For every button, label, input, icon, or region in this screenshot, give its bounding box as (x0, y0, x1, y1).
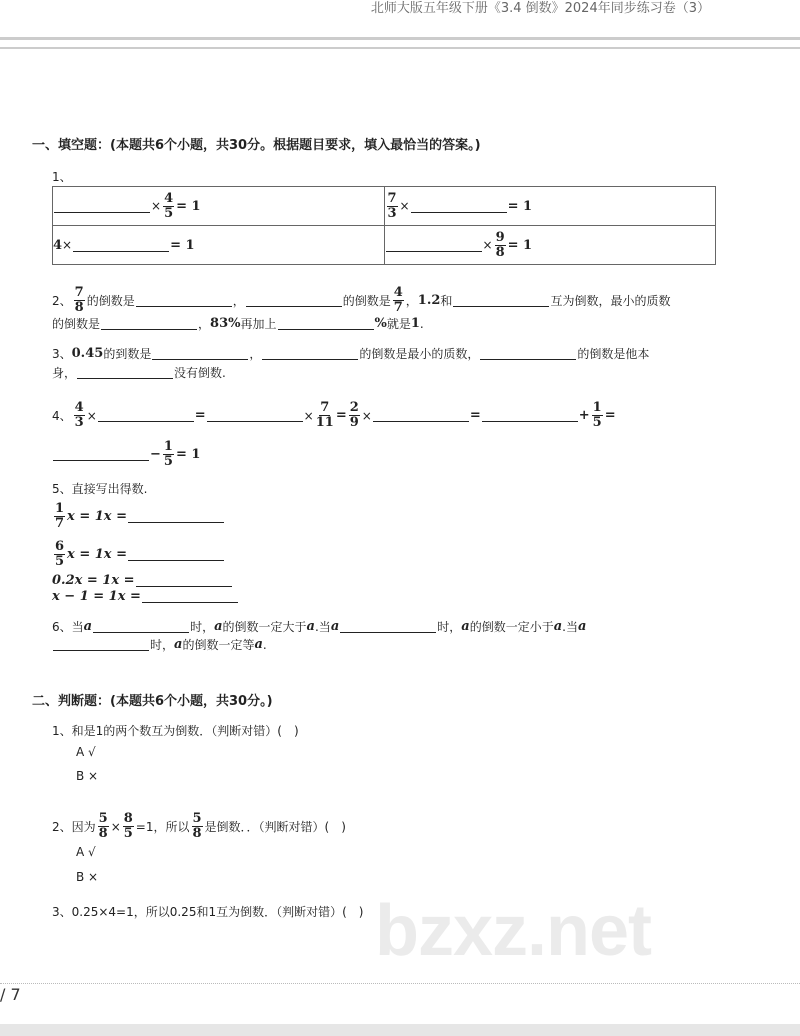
question-text: ， (249, 347, 262, 361)
math-text: 0.45 (71, 346, 104, 361)
numerator: 4 (164, 190, 174, 206)
question-text: 时， (190, 620, 215, 634)
answer-blank[interactable] (128, 548, 224, 561)
math-expression: a (306, 619, 315, 634)
question-text: . (419, 316, 424, 331)
fraction (123, 812, 134, 841)
denominator: 5 (55, 554, 65, 569)
question-line (76, 845, 96, 859)
fraction (98, 812, 109, 841)
math-expression: x = 1x = (67, 547, 127, 562)
denominator: 5 (164, 205, 174, 221)
denominator: 3 (74, 415, 84, 430)
question-line (52, 722, 299, 739)
math-text: = 1 (507, 237, 533, 253)
fraction (495, 231, 506, 260)
math-expression: a (330, 619, 340, 634)
answer-blank[interactable] (373, 409, 469, 422)
numerator: 1 (592, 400, 602, 415)
question-text: × (62, 238, 73, 252)
answer-blank[interactable] (386, 239, 482, 252)
denominator: 7 (55, 516, 65, 531)
fraction (387, 192, 398, 221)
denominator: 5 (163, 454, 173, 469)
denominator: 3 (387, 205, 397, 221)
question-text: 2、因为 (52, 820, 96, 834)
math-text: 1.2 (417, 293, 441, 308)
math-expression: a (461, 619, 470, 634)
q1-label: 1、 (52, 170, 72, 184)
math-text: = (335, 408, 347, 423)
answer-blank[interactable] (93, 620, 189, 633)
table-cell (384, 187, 716, 226)
fraction (592, 401, 603, 430)
question-text: 的倒数一定等 (182, 638, 255, 652)
table-cell (53, 187, 385, 226)
question-text: 的倒数一定大于 (222, 620, 307, 634)
question-text: × (399, 199, 410, 213)
numerator: 5 (192, 811, 202, 826)
denominator: 8 (192, 826, 202, 841)
question-text: B × (76, 870, 99, 884)
math-text: 1 (410, 316, 420, 331)
question-text: . (262, 637, 267, 652)
question-text: × (482, 238, 493, 252)
question-text: 是倒数．．（判断对错）( ) (204, 820, 346, 834)
math-text: − (150, 447, 161, 462)
cell-content (53, 192, 384, 221)
question-line (52, 540, 225, 569)
fraction (163, 192, 174, 221)
question-text: 的倒数是 (342, 294, 391, 308)
question-text: 的到数是 (103, 347, 152, 361)
question-text: 4、 (52, 409, 72, 423)
numerator: 6 (55, 539, 65, 554)
fraction (316, 401, 334, 430)
answer-blank[interactable] (152, 347, 248, 360)
question-text: ， (198, 317, 211, 331)
question-text: 时， (150, 638, 175, 652)
numerator: 8 (123, 811, 133, 826)
math-text: = 1 (175, 447, 201, 462)
denominator: 11 (315, 415, 334, 430)
table-cell (384, 226, 716, 265)
numerator: 4 (393, 285, 403, 300)
numerator: 7 (320, 400, 330, 415)
question-line (52, 315, 424, 332)
math-expression: a (174, 637, 183, 652)
math-expression: a (577, 619, 587, 634)
math-text: % (374, 316, 387, 331)
question-text: A √ (76, 845, 96, 859)
fraction (393, 286, 404, 315)
page-divider (0, 983, 800, 984)
question-text: 时， (437, 620, 462, 634)
q1-table (52, 186, 716, 265)
fraction (349, 401, 360, 430)
question-line (52, 812, 346, 841)
denominator: 5 (123, 826, 133, 841)
denominator: 8 (98, 826, 108, 841)
denominator: 8 (74, 300, 84, 315)
cell-content (385, 231, 716, 260)
fraction (192, 812, 203, 841)
question-line (52, 401, 616, 430)
question-text: × (86, 408, 97, 423)
question-text: 的倒数是 (86, 294, 135, 308)
question-text: B × (76, 769, 99, 783)
question-line (52, 502, 225, 531)
math-text: = (194, 408, 206, 423)
question-text: 再加上 (240, 317, 277, 331)
answer-blank[interactable] (246, 294, 342, 307)
question-line (76, 745, 96, 759)
question-text: 的倒数是 (52, 317, 101, 331)
question-text: 和 (440, 294, 453, 308)
header-divider (0, 37, 800, 40)
math-text: = 1 (507, 198, 533, 214)
answer-blank[interactable] (98, 409, 194, 422)
watermark: bzxz.net (375, 891, 652, 971)
numerator: 9 (495, 229, 505, 245)
fraction (54, 540, 65, 569)
question-line (76, 769, 98, 783)
question-text: 1、和是1的两个数互为倒数．（判断对错）( ) (52, 724, 299, 738)
cell-content (53, 238, 384, 253)
question-line (52, 364, 226, 381)
fraction (163, 440, 174, 469)
fraction (54, 502, 65, 531)
question-text: × (151, 199, 162, 213)
question-text: 互为倒数，最小的质数 (550, 294, 671, 308)
numerator: 5 (98, 811, 108, 826)
question-line (52, 345, 649, 362)
numerator: 1 (55, 501, 65, 516)
answer-blank[interactable] (340, 620, 436, 633)
math-text: = (604, 408, 616, 423)
question-line (52, 903, 363, 920)
fraction (74, 286, 85, 315)
question-text: 3、0.25×4=1，所以0.25和1互为倒数．（判断对错）( ) (52, 905, 364, 919)
answer-blank[interactable] (480, 347, 576, 360)
math-text: 4 (53, 237, 63, 253)
answer-blank[interactable] (53, 638, 149, 651)
question-text: 的倒数是最小的质数， (359, 347, 480, 361)
answer-blank[interactable] (77, 366, 173, 379)
answer-blank[interactable] (262, 347, 358, 360)
question-line (52, 480, 147, 497)
question-text: ， (232, 294, 245, 308)
question-line (52, 636, 267, 653)
answer-blank[interactable] (142, 590, 238, 603)
table-row (53, 226, 716, 265)
numerator: 4 (74, 400, 84, 415)
cell-content (385, 192, 716, 221)
denominator: 7 (393, 300, 403, 315)
answer-blank[interactable] (482, 409, 578, 422)
question-text: 没有倒数. (174, 366, 226, 380)
math-expression: x − 1 = 1x = (52, 589, 141, 604)
viewer-bottom-bar (0, 1024, 800, 1036)
question-text: 5、直接写出得数. (52, 482, 148, 496)
question-text: × (110, 819, 121, 834)
question-text: 就是 (386, 317, 411, 331)
question-text: 身， (52, 366, 77, 380)
table-row (53, 187, 716, 226)
answer-blank[interactable] (411, 200, 507, 213)
question-line (76, 870, 98, 884)
math-expression: 0.2x = 1x = (52, 573, 135, 588)
answer-blank[interactable] (453, 294, 549, 307)
question-text: 2、 (52, 294, 72, 308)
math-text: 83% (210, 316, 241, 331)
question-text: .当 (562, 620, 578, 634)
answer-blank[interactable] (53, 448, 149, 461)
answer-blank[interactable] (128, 510, 224, 523)
math-text: = 1 (170, 237, 195, 253)
fraction (74, 401, 85, 430)
math-text: = (469, 408, 481, 423)
denominator: 8 (495, 244, 505, 260)
question-text: × (361, 408, 372, 423)
section2-title: 二、判断题：(本题共6个小题，共30分。) (32, 694, 273, 709)
question-line (52, 589, 239, 604)
question-line (52, 286, 670, 315)
header-divider (0, 47, 800, 49)
question-text: ， (405, 294, 418, 308)
section1-title: 一、填空题：(本题共6个小题，共30分。根据题目要求，填入最恰当的答案。) (32, 138, 481, 153)
question-text: 3、 (52, 347, 72, 361)
question-text: 的倒数一定小于 (469, 620, 554, 634)
document-header: 北师大版五年级下册《3.4 倒数》2024年同步练习卷（3） (370, 1, 710, 16)
question-line (52, 618, 586, 635)
math-expression: a (83, 619, 93, 634)
numerator: 7 (74, 285, 84, 300)
answer-blank[interactable] (207, 409, 303, 422)
math-expression: x = 1x = (67, 509, 127, 524)
numerator: 2 (349, 400, 359, 415)
question-text: .当 (314, 620, 331, 634)
question-line (52, 440, 200, 469)
answer-blank[interactable] (73, 239, 169, 252)
question-text: A √ (76, 745, 96, 759)
question-text: × (303, 408, 314, 423)
math-expression: a (553, 619, 563, 634)
denominator: 9 (349, 415, 359, 430)
question-text: 6、当 (52, 620, 84, 634)
denominator: 5 (592, 415, 602, 430)
question-text: 的倒数是他本 (577, 347, 650, 361)
table-cell (53, 226, 385, 265)
numerator: 7 (387, 190, 397, 206)
answer-blank[interactable] (101, 317, 197, 330)
answer-blank[interactable] (54, 200, 150, 213)
math-text: + (578, 408, 590, 423)
math-text: = 1 (176, 198, 201, 214)
question-text: =1，所以 (135, 820, 190, 834)
math-expression: a (254, 637, 263, 652)
answer-blank[interactable] (278, 317, 374, 330)
math-expression: a (214, 619, 223, 634)
numerator: 1 (163, 439, 173, 454)
question-line (52, 573, 233, 588)
page-number: / 7 (0, 985, 21, 1004)
answer-blank[interactable] (136, 574, 232, 587)
answer-blank[interactable] (136, 294, 232, 307)
